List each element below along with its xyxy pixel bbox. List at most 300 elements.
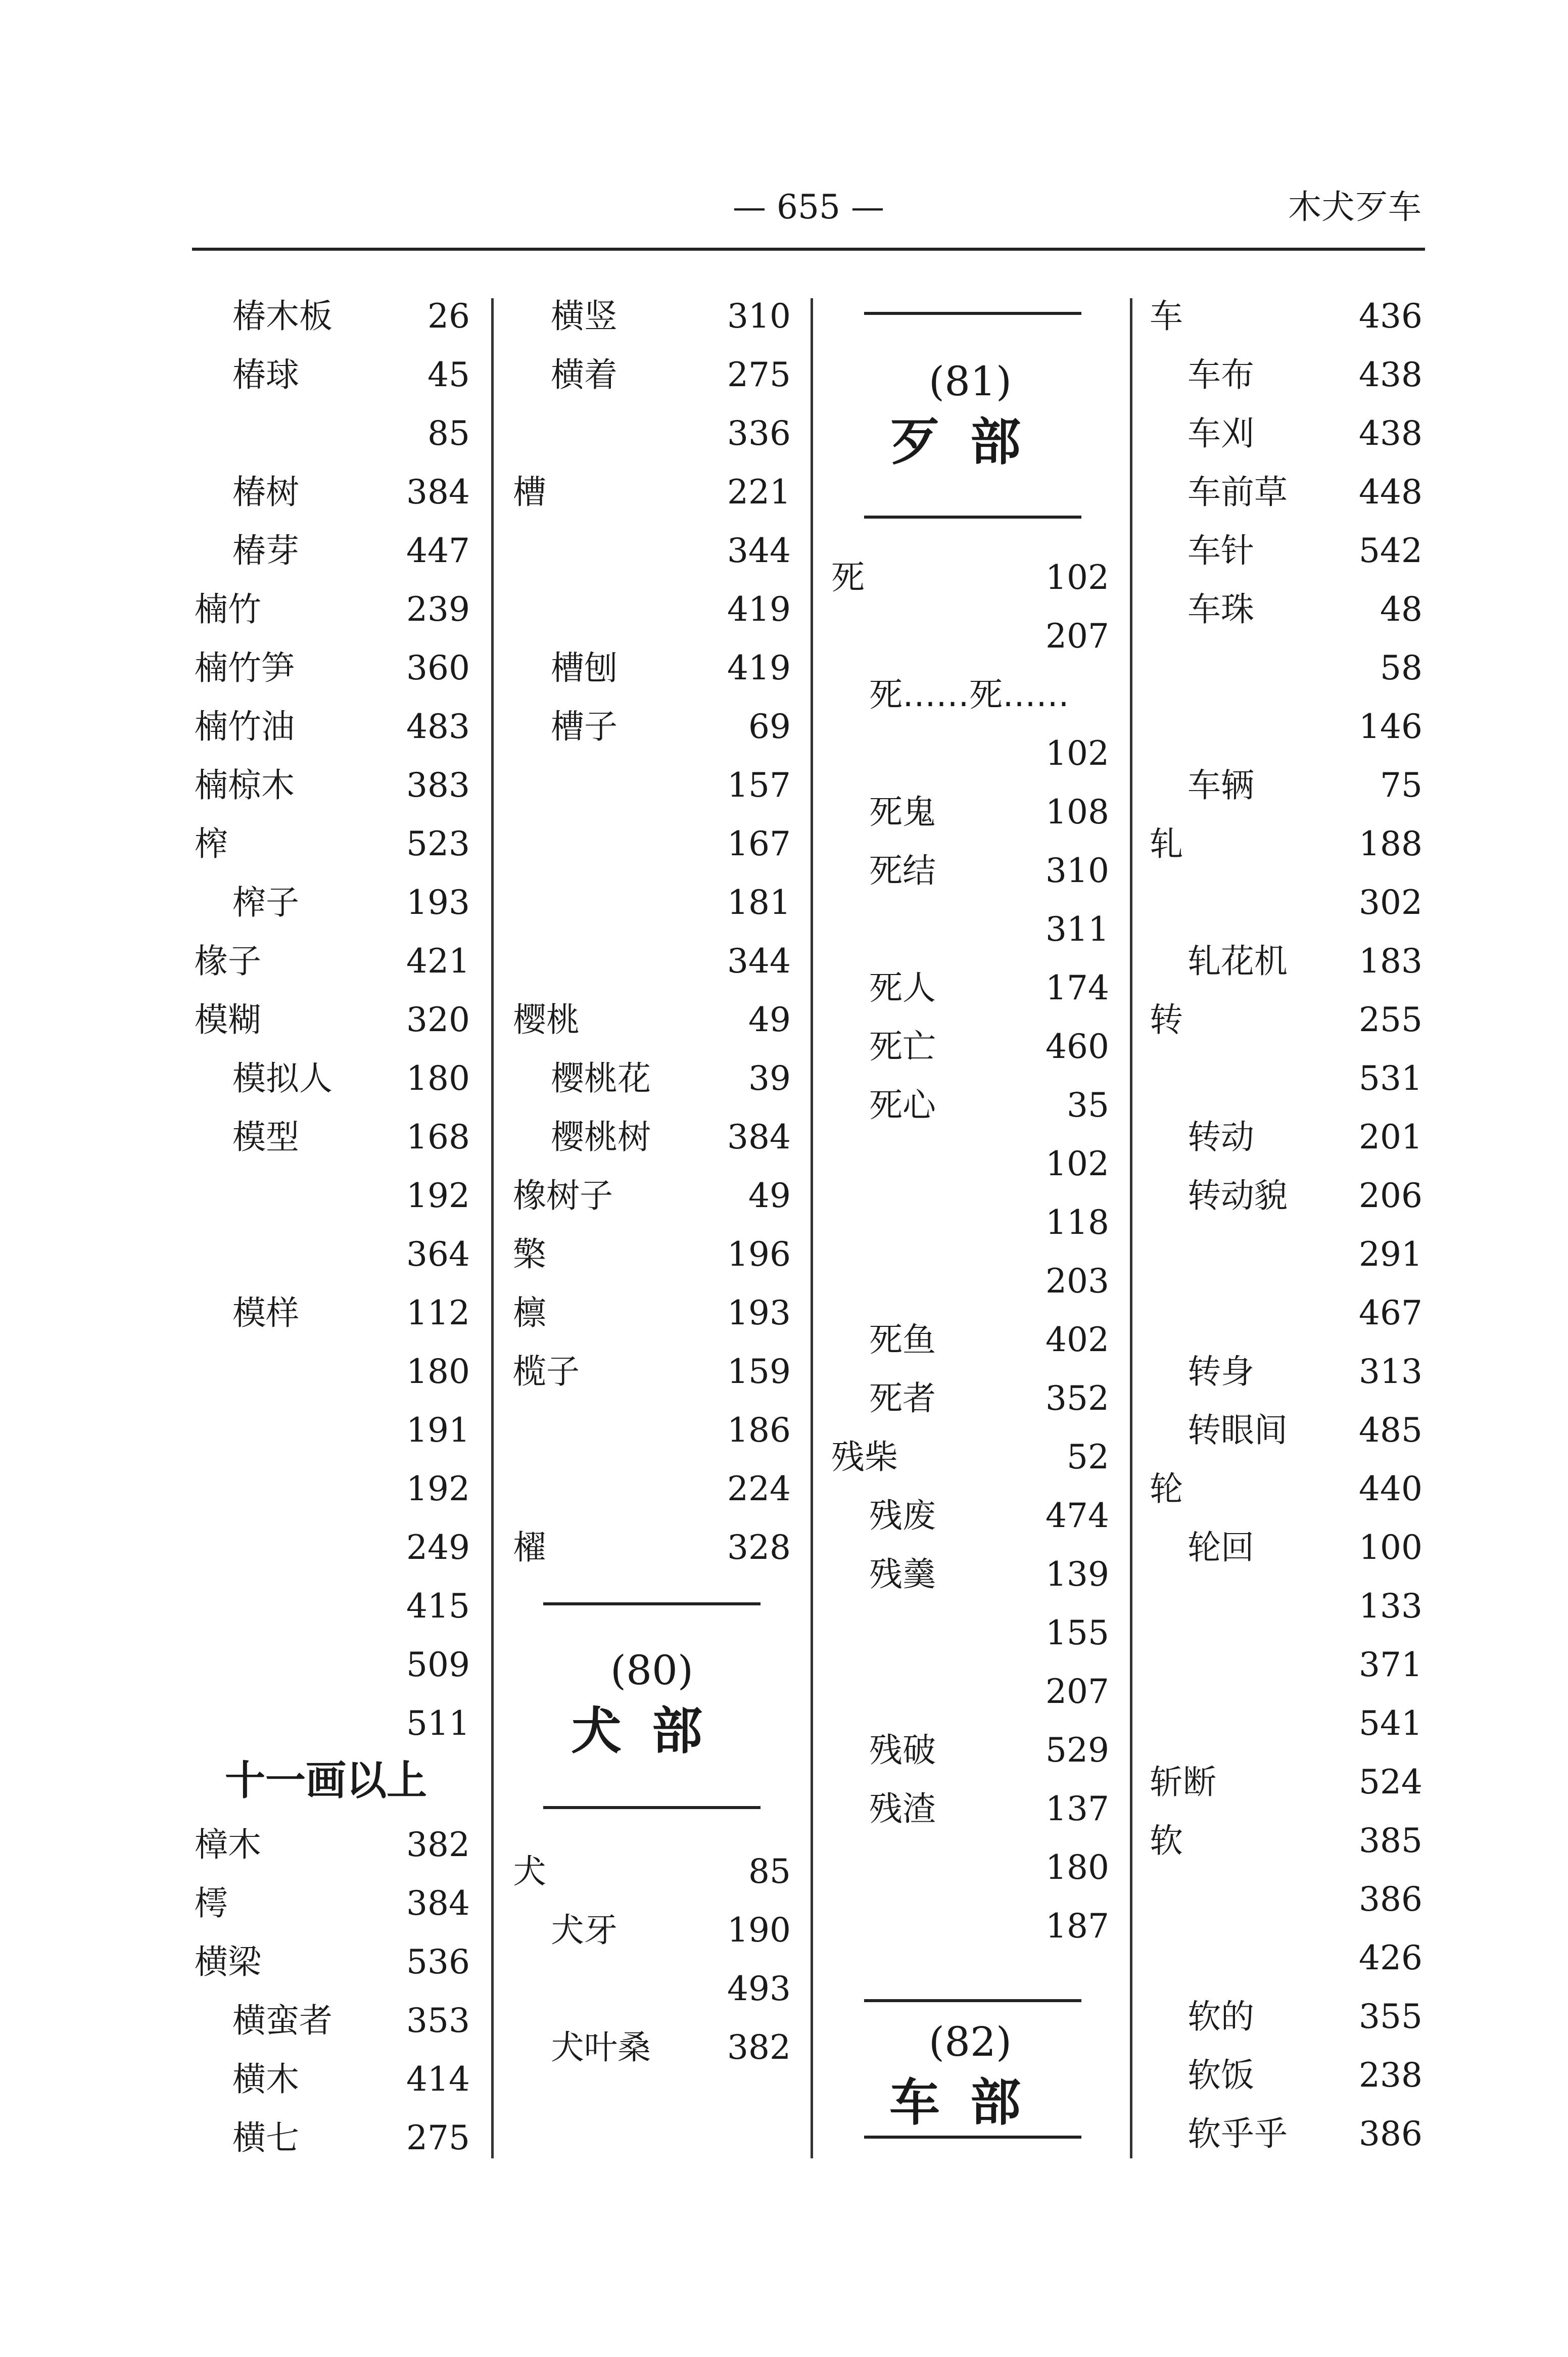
index-entry	[831, 1018, 1109, 1076]
index-entry	[1150, 756, 1422, 815]
index-entry	[1150, 639, 1422, 698]
index-entry	[831, 607, 1109, 666]
radical-section-heading	[831, 2014, 1109, 2136]
stroke-count-heading: 十一画以上	[225, 1757, 427, 1804]
entry-term: 横木	[232, 2060, 299, 2099]
entry-page-number: 192	[406, 1469, 470, 1508]
entry-page-number: 523	[406, 824, 470, 863]
index-entry	[1150, 1518, 1422, 1577]
entry-page-number: 191	[406, 1411, 470, 1450]
index-entry	[195, 1816, 470, 1874]
index-entry	[195, 991, 470, 1049]
index-entry	[1150, 698, 1422, 756]
entry-page-number: 542	[1359, 531, 1422, 570]
radical-name: 犬部	[571, 1701, 733, 1761]
index-entry	[831, 1076, 1109, 1135]
entry-page-number: 383	[406, 766, 470, 805]
entry-page-number: 180	[406, 1059, 470, 1098]
entry-term: 楠竹	[195, 590, 261, 629]
entry-page-number: 467	[1359, 1293, 1422, 1332]
radical-number: (80)	[610, 1647, 694, 1694]
index-entry	[1150, 815, 1422, 873]
index-entry	[1150, 1577, 1422, 1636]
index-entry	[513, 346, 791, 404]
entry-page-number: 382	[727, 2028, 791, 2067]
entry-term: 横竖	[551, 297, 617, 336]
entry-page-number: 385	[1359, 1821, 1422, 1860]
entry-page-number: 112	[406, 1293, 470, 1332]
index-entry	[1150, 1929, 1422, 1988]
entry-page-number: 180	[1046, 1848, 1109, 1887]
entry-page-number: 531	[1359, 1059, 1422, 1098]
entry-page-number: 384	[727, 1118, 791, 1157]
entry-term: 檠	[513, 1235, 546, 1274]
entry-page-number: 183	[1359, 942, 1422, 981]
index-entry	[1150, 932, 1422, 991]
entry-term: 椽子	[195, 942, 261, 981]
entry-page-number: 224	[727, 1469, 791, 1508]
entry-page-number: 58	[1380, 649, 1422, 687]
index-entry	[1150, 1401, 1422, 1460]
entry-term: 椿球	[232, 355, 299, 394]
index-entry	[1150, 1108, 1422, 1167]
entry-page-number: 102	[1046, 1144, 1109, 1183]
entry-page-number: 483	[406, 707, 470, 746]
radical-name: 歹部	[889, 412, 1051, 472]
index-entry	[195, 1874, 470, 1933]
entry-term: 残渣	[869, 1789, 936, 1828]
index-entry	[831, 1252, 1109, 1311]
entry-term: 樱桃花	[551, 1059, 651, 1098]
entry-page-number: 207	[1046, 617, 1109, 656]
entry-page-number: 139	[1046, 1555, 1109, 1594]
entry-page-number: 474	[1046, 1496, 1109, 1535]
entry-page-number: 49	[748, 1176, 791, 1215]
entry-term: 残破	[869, 1731, 936, 1770]
entry-term: 软的	[1187, 1997, 1254, 2036]
index-entry	[831, 1135, 1109, 1193]
index-entry	[195, 1049, 470, 1108]
entry-page-number: 187	[1046, 1907, 1109, 1946]
index-entry	[195, 1636, 470, 1694]
entry-page-number: 45	[427, 355, 470, 394]
entry-page-number: 426	[1359, 1938, 1422, 1977]
entry-page-number: 421	[406, 942, 470, 981]
entry-term: 死鬼	[869, 793, 936, 831]
entry-term: 轧	[1150, 824, 1183, 863]
entry-term: 轮	[1150, 1469, 1183, 1508]
entry-page-number: 414	[406, 2060, 470, 2099]
index-entry	[195, 346, 470, 404]
entry-page-number: 438	[1359, 355, 1422, 394]
entry-term: 死人	[869, 968, 936, 1007]
entry-term: 车珠	[1187, 590, 1254, 629]
entry-term: 樱桃树	[551, 1118, 651, 1157]
entry-term: 横着	[551, 355, 617, 394]
entry-term: 楠椋木	[195, 766, 295, 805]
entry-page-number: 485	[1359, 1411, 1422, 1450]
entry-page-number: 155	[1046, 1613, 1109, 1652]
entry-page-number: 85	[748, 1852, 791, 1891]
column-separator	[811, 298, 813, 2158]
entry-page-number: 384	[406, 1884, 470, 1923]
index-entry	[831, 842, 1109, 900]
entry-term: 转	[1150, 1000, 1183, 1039]
entry-page-number: 102	[1046, 558, 1109, 597]
index-entry	[195, 1518, 470, 1577]
index-entry	[1150, 1225, 1422, 1284]
radical-section-heading	[831, 354, 1109, 475]
entry-page-number: 447	[406, 531, 470, 570]
index-entry	[195, 1343, 470, 1401]
index-entry	[831, 1545, 1109, 1604]
index-entry	[513, 522, 791, 580]
entry-page-number: 355	[1359, 1997, 1422, 2036]
index-entry	[1150, 522, 1422, 580]
entry-page-number: 536	[406, 1943, 470, 1981]
entry-page-number: 221	[727, 473, 791, 512]
index-entry	[513, 756, 791, 815]
entry-page-number: 26	[427, 297, 470, 336]
index-entry	[195, 1933, 470, 1992]
index-entry	[513, 287, 791, 346]
index-entry	[1150, 873, 1422, 932]
entry-page-number: 336	[727, 414, 791, 453]
entry-page-number: 186	[727, 1411, 791, 1450]
entry-term: 车前草	[1187, 473, 1288, 512]
entry-term: 软乎乎	[1187, 2114, 1288, 2153]
entry-page-number: 419	[727, 649, 791, 687]
section-rule	[864, 2136, 1081, 2139]
index-entry	[195, 463, 470, 522]
entry-term: 模拟人	[232, 1059, 332, 1098]
index-entry	[195, 1108, 470, 1167]
entry-page-number: 137	[1046, 1789, 1109, 1828]
section-rule	[864, 312, 1081, 315]
entry-page-number: 49	[748, 1000, 791, 1039]
entry-page-number: 190	[727, 1911, 791, 1950]
entry-term: 车	[1150, 297, 1183, 336]
entry-page-number: 249	[406, 1528, 470, 1567]
entry-page-number: 239	[406, 590, 470, 629]
entry-page-number: 419	[727, 590, 791, 629]
index-entry	[513, 873, 791, 932]
entry-term: 死……死……	[869, 675, 1069, 714]
entry-term: 槽	[513, 473, 546, 512]
entry-page-number: 157	[727, 766, 791, 805]
entry-page-number: 313	[1359, 1352, 1422, 1391]
entry-page-number: 460	[1046, 1027, 1109, 1066]
index-entry	[195, 1284, 470, 1343]
section-rule	[543, 1806, 761, 1809]
entry-page-number: 438	[1359, 414, 1422, 453]
index-entry	[195, 1167, 470, 1225]
entry-term: 软饭	[1187, 2056, 1254, 2095]
index-entry	[1150, 1460, 1422, 1518]
entry-page-number: 384	[406, 473, 470, 512]
entry-page-number: 174	[1046, 968, 1109, 1007]
entry-page-number: 69	[748, 707, 791, 746]
index-entry	[1150, 346, 1422, 404]
index-entry	[195, 1225, 470, 1284]
index-entry	[1150, 463, 1422, 522]
entry-page-number: 440	[1359, 1469, 1422, 1508]
entry-term: 死亡	[869, 1027, 936, 1066]
entry-term: 模型	[232, 1118, 299, 1157]
entry-term: 樗	[195, 1884, 228, 1923]
index-entry	[513, 932, 791, 991]
section-rule	[543, 1602, 761, 1605]
index-entry	[513, 1108, 791, 1167]
radical-section-heading	[513, 1643, 791, 1764]
index-entry	[195, 1460, 470, 1518]
index-entry	[831, 724, 1109, 783]
entry-page-number: 364	[406, 1235, 470, 1274]
index-entry	[831, 1721, 1109, 1780]
entry-term: 死心	[869, 1086, 936, 1125]
entry-term: 榄子	[513, 1352, 580, 1391]
entry-page-number: 386	[1359, 1880, 1422, 1919]
entry-page-number: 48	[1380, 590, 1422, 629]
index-entry	[195, 698, 470, 756]
entry-term: 檩	[513, 1293, 546, 1332]
entry-page-number: 146	[1359, 707, 1422, 746]
index-entry	[1150, 580, 1422, 639]
entry-page-number: 100	[1359, 1528, 1422, 1567]
radical-name: 车部	[889, 2073, 1051, 2132]
entry-term: 橡树子	[513, 1176, 613, 1215]
entry-page-number: 291	[1359, 1235, 1422, 1274]
index-entry	[513, 991, 791, 1049]
entry-page-number: 35	[1067, 1086, 1109, 1125]
entry-term: 模样	[232, 1293, 299, 1332]
index-entry	[513, 1049, 791, 1108]
index-entry	[513, 1460, 791, 1518]
entry-term: 櫂	[513, 1528, 546, 1567]
index-entry	[1150, 1694, 1422, 1753]
index-entry	[831, 1487, 1109, 1545]
entry-term: 转身	[1187, 1352, 1254, 1391]
entry-term: 死鱼	[869, 1320, 936, 1359]
index-entry	[1150, 1636, 1422, 1694]
entry-page-number: 509	[406, 1645, 470, 1684]
index-entry	[195, 580, 470, 639]
entry-page-number: 192	[406, 1176, 470, 1215]
index-entry	[831, 666, 1109, 724]
index-entry	[1150, 1812, 1422, 1870]
index-entry	[195, 1694, 470, 1753]
index-entry	[513, 1960, 791, 2018]
column-separator	[491, 298, 494, 2158]
entry-page-number: 275	[727, 355, 791, 394]
index-entry	[831, 1662, 1109, 1721]
entry-page-number: 541	[1359, 1704, 1422, 1743]
index-entry	[1150, 2105, 1422, 2163]
entry-term: 车辆	[1187, 766, 1254, 805]
index-entry	[1150, 1343, 1422, 1401]
entry-term: 樱桃	[513, 1000, 580, 1039]
entry-term: 犬	[513, 1852, 546, 1891]
entry-term: 软	[1150, 1821, 1183, 1860]
page-number: — 655 —	[733, 188, 884, 226]
entry-page-number: 168	[406, 1118, 470, 1157]
index-entry	[513, 1343, 791, 1401]
entry-page-number: 159	[727, 1352, 791, 1391]
entry-page-number: 193	[727, 1293, 791, 1332]
entry-page-number: 529	[1046, 1731, 1109, 1770]
index-entry	[1150, 1870, 1422, 1929]
entry-page-number: 196	[727, 1235, 791, 1274]
entry-page-number: 52	[1067, 1438, 1109, 1476]
index-entry	[1150, 1753, 1422, 1812]
entry-page-number: 201	[1359, 1118, 1422, 1157]
entry-term: 车刈	[1187, 414, 1254, 453]
entry-page-number: 382	[406, 1825, 470, 1864]
entry-page-number: 511	[406, 1704, 470, 1743]
radical-number: (82)	[928, 2018, 1012, 2065]
index-entry	[1150, 1988, 1422, 2046]
index-entry	[513, 639, 791, 698]
index-entry	[513, 698, 791, 756]
entry-page-number: 320	[406, 1000, 470, 1039]
entry-term: 车布	[1187, 355, 1254, 394]
entry-term: 椿树	[232, 473, 299, 512]
entry-page-number: 344	[727, 942, 791, 981]
entry-page-number: 353	[406, 2001, 470, 2040]
entry-page-number: 75	[1380, 766, 1422, 805]
entry-page-number: 102	[1046, 734, 1109, 773]
entry-page-number: 310	[1046, 851, 1109, 890]
entry-page-number: 328	[727, 1528, 791, 1567]
index-entry	[195, 287, 470, 346]
entry-term: 斩断	[1150, 1763, 1216, 1801]
entry-page-number: 344	[727, 531, 791, 570]
entry-page-number: 448	[1359, 473, 1422, 512]
entry-page-number: 302	[1359, 883, 1422, 922]
index-entry	[195, 639, 470, 698]
entry-term: 榨	[195, 824, 228, 863]
entry-page-number: 360	[406, 649, 470, 687]
entry-page-number: 402	[1046, 1320, 1109, 1359]
section-title: 木犬歹车	[1288, 188, 1421, 226]
entry-page-number: 167	[727, 824, 791, 863]
entry-term: 楠竹油	[195, 707, 295, 746]
entry-page-number: 180	[406, 1352, 470, 1391]
index-entry	[513, 815, 791, 873]
entry-page-number: 436	[1359, 297, 1422, 336]
index-entry	[195, 873, 470, 932]
entry-term: 横七	[232, 2118, 299, 2157]
entry-page-number: 85	[427, 414, 470, 453]
entry-term: 槽子	[551, 707, 617, 746]
header-rule	[192, 248, 1425, 251]
entry-term: 椿芽	[232, 531, 299, 570]
index-entry	[195, 932, 470, 991]
entry-term: 转动貌	[1187, 1176, 1288, 1215]
entry-page-number: 275	[406, 2118, 470, 2157]
column-separator	[1130, 298, 1132, 2158]
entry-page-number: 493	[727, 1969, 791, 2008]
section-rule	[864, 1999, 1081, 2002]
entry-term: 横梁	[195, 1943, 261, 1981]
entry-page-number: 238	[1359, 2056, 1422, 2095]
entry-term: 轧花机	[1187, 942, 1288, 981]
index-entry	[831, 1604, 1109, 1662]
index-entry	[513, 580, 791, 639]
entry-page-number: 524	[1359, 1763, 1422, 1801]
entry-page-number: 181	[727, 883, 791, 922]
index-entry	[195, 756, 470, 815]
entry-term: 残柴	[831, 1438, 898, 1476]
index-entry	[1150, 991, 1422, 1049]
entry-term: 死者	[869, 1379, 936, 1418]
index-entry	[1150, 404, 1422, 463]
entry-page-number: 118	[1046, 1203, 1109, 1242]
entry-term: 槽刨	[551, 649, 617, 687]
index-entry	[513, 1225, 791, 1284]
entry-term: 车针	[1187, 531, 1254, 570]
index-entry	[831, 548, 1109, 607]
index-entry	[195, 815, 470, 873]
index-entry	[513, 1284, 791, 1343]
entry-page-number: 371	[1359, 1645, 1422, 1684]
index-entry	[1150, 1284, 1422, 1343]
entry-page-number: 415	[406, 1587, 470, 1626]
index-entry	[831, 1897, 1109, 1956]
index-entry	[1150, 287, 1422, 346]
index-entry	[513, 1842, 791, 1901]
entry-term: 转眼间	[1187, 1411, 1288, 1450]
entry-term: 横蛮者	[232, 2001, 332, 2040]
entry-term: 模糊	[195, 1000, 261, 1039]
entry-term: 转动	[1187, 1118, 1254, 1157]
entry-term: 死	[831, 558, 865, 597]
entry-page-number: 311	[1046, 910, 1109, 949]
entry-term: 犬牙	[551, 1911, 617, 1950]
entry-page-number: 206	[1359, 1176, 1422, 1215]
entry-page-number: 207	[1046, 1672, 1109, 1711]
index-entry	[513, 1518, 791, 1577]
entry-term: 残废	[869, 1496, 936, 1535]
entry-term: 樟木	[195, 1825, 261, 1864]
entry-term: 楠竹笋	[195, 649, 295, 687]
index-entry	[831, 900, 1109, 959]
index-entry	[1150, 1049, 1422, 1108]
index-entry	[831, 1780, 1109, 1838]
entry-page-number: 39	[748, 1059, 791, 1098]
index-entry	[195, 2109, 470, 2167]
index-entry	[1150, 2046, 1422, 2105]
index-entry	[831, 1311, 1109, 1369]
index-entry	[831, 1838, 1109, 1897]
index-entry	[513, 404, 791, 463]
index-entry	[195, 522, 470, 580]
index-entry	[195, 404, 470, 463]
entry-page-number: 310	[727, 297, 791, 336]
index-entry	[831, 783, 1109, 842]
entry-page-number: 352	[1046, 1379, 1109, 1418]
index-entry	[513, 1901, 791, 1960]
index-entry	[831, 1193, 1109, 1252]
index-entry	[195, 2050, 470, 2109]
index-entry	[513, 1167, 791, 1225]
radical-number: (81)	[928, 358, 1012, 405]
index-entry	[831, 1369, 1109, 1428]
entry-term: 犬叶桑	[551, 2028, 651, 2067]
entry-term: 轮回	[1187, 1528, 1254, 1567]
index-entry	[1150, 1167, 1422, 1225]
index-entry	[195, 1992, 470, 2050]
